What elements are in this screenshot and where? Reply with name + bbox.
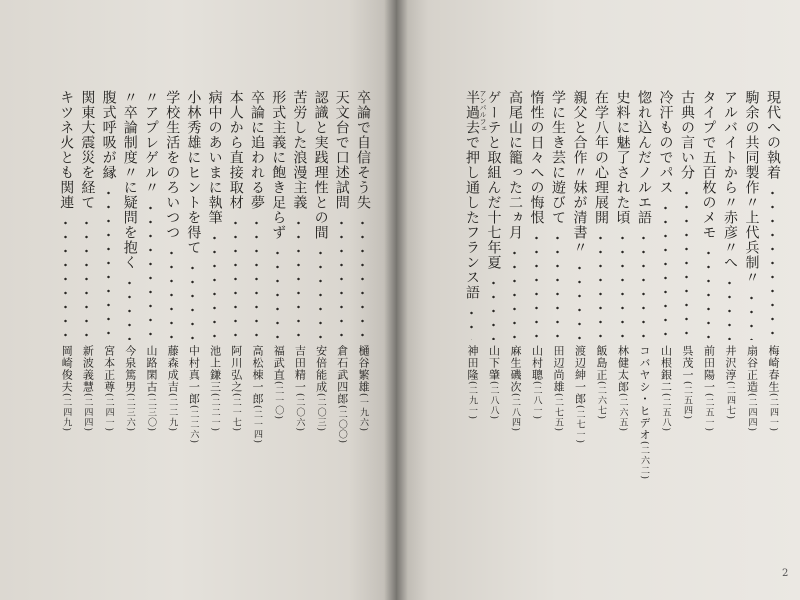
dot-leader [107,186,110,340]
toc-entry-title: 卒論で自信そう失 [355,90,371,210]
dot-leader [750,291,753,340]
toc-entry-title: 惰性の日々への悔恨 [528,90,545,225]
page-reference: (二五四) [682,381,692,421]
page-reference: (二五八) [660,393,671,433]
page-reference: (二五一) [703,393,714,433]
page-reference: (二八四) [510,393,520,433]
toc-entry-title: 学校生活をのろいつつ [164,90,181,240]
page-reference: (二九一) [467,381,477,421]
toc-entry [504,90,526,510]
toc-entry-author [288,345,310,432]
dot-leader [513,246,516,340]
toc-entry-title: 現代への執着 [765,90,781,180]
page-reference: (二二九) [167,393,178,433]
page-reference: (二四一) [103,393,114,433]
author-name: 渡辺紳一郎 [573,345,587,405]
toc-entry-title: 冷汗ものでパス [657,90,674,195]
author-name: 前田陽一 [702,345,716,393]
toc-entry-author [633,345,655,480]
dot-leader [556,231,559,340]
toc-entry [547,90,569,510]
toc-entry [633,90,655,510]
toc-entry-title: 古典の言い分 [679,90,695,180]
toc-entry [526,90,548,510]
dot-leader [685,186,688,340]
author-name: 岡崎俊夫 [60,345,74,393]
author-name: 田辺尚雄 [552,345,565,393]
dot-leader [535,231,538,340]
page-reference: (二六二) [639,441,649,481]
toc-entry-title: 形式主義に飽き足らず [270,90,287,240]
toc-entry [119,90,141,510]
toc-entry [741,90,763,510]
toc-entry-title: 認識と実践理性との間 [312,90,329,240]
toc-entry [461,90,487,510]
author-name: 呉茂一 [681,345,694,381]
page-reference: (二八八) [488,381,499,421]
page-reference: (二二六) [188,405,199,445]
toc-entry-author [655,345,677,432]
toc-entry-title: 病中のあいまに執筆 [206,90,223,225]
toc-entry-title: 卒論に追われる夢 [249,90,265,210]
toc-entry [331,90,353,510]
dot-leader [85,216,88,340]
toc-entry-title: 学に生き芸に遊びて [550,90,566,225]
toc-entry-author [182,345,204,444]
toc-entry-author [569,345,591,444]
author-name: 山根銀二 [659,345,673,393]
toc-entry [225,90,247,510]
toc-entry [182,90,204,510]
author-name: 扇谷正造 [745,345,759,393]
dot-leader [578,261,581,340]
toc-entry [55,90,77,510]
toc-entry [76,90,98,510]
toc-entry [288,90,310,510]
toc-entry [719,90,741,510]
author-name: 高松棟一郎 [251,345,264,405]
dot-leader [492,276,495,340]
dot-leader [599,231,602,340]
toc-entry [267,90,289,510]
toc-entry-author [310,345,332,432]
author-name: 樋谷繁雄 [357,345,370,393]
dot-leader [340,216,343,340]
toc-entry-title: 史料に魅了された頃 [614,90,631,225]
toc-entry-title: 本人から直接取材 [227,90,244,210]
toc-entry [483,90,505,510]
dot-leader [276,246,279,340]
page-number: 2 [782,568,789,579]
dot-leader [319,246,322,340]
toc-entry-title: 小林秀雄にヒントを得て [185,90,202,255]
page-reference: (二一〇) [273,381,284,421]
toc-entry [310,90,332,510]
dot-leader [642,231,645,340]
toc-entry-title: タイプで五百枚のメモ [700,90,717,240]
toc-entry-title: キツネ火とも関連 [58,90,75,210]
author-name: 山路閑古 [145,345,158,393]
dot-leader [707,246,710,340]
toc-entry-title: 駒余の共同製作〃上代兵制〃 [743,90,760,285]
author-name: 福武直 [272,345,286,381]
author-name: 林健太郎 [616,345,630,393]
toc-entry-author [204,345,226,432]
author-name: 倉石武四郎 [335,345,349,405]
page-reference: (二一四) [252,405,262,445]
toc-entry [98,90,120,510]
toc-entry-author [352,345,374,432]
toc-entry-author [331,345,353,444]
author-name: 阿川弘之 [229,345,243,393]
toc-entry [676,90,698,510]
page-reference: (二〇六) [294,393,305,433]
toc-entry-author [225,345,247,432]
toc-entry-author [612,345,634,432]
author-name: 神田隆 [466,345,479,381]
page-reference: (二四七) [725,381,735,421]
toc-entry [698,90,720,510]
toc-entry-title: 苦労した浪漫主義 [291,90,308,210]
page-reference: (二六七) [596,381,606,421]
toc-entry [590,90,612,510]
dot-leader [771,186,774,340]
dot-leader [255,216,258,340]
dot-leader [234,216,237,340]
author-name: コバヤシ・ヒデオ [638,345,651,441]
toc-entry [569,90,591,510]
toc-entry-title: 惚れ込んだノルエ語 [636,90,652,225]
author-name: 麻生磯次 [509,345,522,393]
toc-entry-author [719,345,741,420]
toc-entry-title: 親父と合作〃妹が清書〃 [571,90,588,255]
author-name: 飯島正 [595,345,608,381]
toc-entry-author [98,345,120,432]
page-reference: (二四一) [768,393,778,433]
page-reference: (二〇〇) [336,405,347,445]
author-name: 安倍能成 [314,345,328,393]
page-reference: (二八一) [531,381,542,421]
dot-leader [361,216,364,340]
toc-entry-author [76,345,98,432]
dot-leader [64,216,67,340]
toc-entry-author [590,345,612,420]
toc-entry-author [267,345,289,420]
page-reference: (二二一) [209,393,220,433]
toc-entry-title: 関東大震災を経て [79,90,96,210]
page-reference: (二四九) [61,393,72,433]
toc-entry-author [547,345,569,432]
page-reference: (二三〇) [146,393,156,433]
author-name: 藤森成吉 [166,345,180,393]
toc-entry-author [504,345,526,432]
toc-entry [246,90,268,510]
toc-entry-author [161,345,183,432]
author-name: 山下肇 [487,345,501,381]
page-reference: (二四四) [746,393,757,433]
author-name: 宮本正尊 [102,345,116,393]
toc-entry-title: 〃卒論制度〃に疑問を抱く [121,90,138,270]
page-reference: (二四四) [82,393,93,433]
toc-entry [612,90,634,510]
author-name: 梅崎春生 [767,345,780,393]
toc-entry [762,90,784,510]
author-name: 新波義慧 [81,345,95,393]
toc-entry-author [762,345,784,432]
toc-entry [352,90,374,510]
page-reference: (二六五) [617,393,628,433]
dot-leader [128,276,131,340]
toc-entry-title: 天文台で口述試問 [333,90,350,210]
toc-entry-author [55,345,77,432]
toc-entry-author [119,345,141,432]
dot-leader [664,201,667,340]
dot-leader [191,261,194,340]
dot-leader [470,306,473,340]
page-reference: (二〇三) [315,393,326,433]
toc-entry-author [140,345,162,432]
toc-entry-author [741,345,763,432]
dot-leader [170,246,173,340]
toc-entry-author [461,345,483,420]
author-name: 今泉篤男 [123,345,137,393]
toc-entry-title: アルバイトから〃赤彦〃へ [722,90,738,270]
toc-entry-ruby: アンパルフェ [479,90,487,132]
page-reference: (二一七) [230,393,241,433]
toc-entry-author [483,345,505,420]
page-reference: (二三六) [124,393,135,433]
author-name: 中村真一郎 [187,345,201,405]
dot-leader [149,201,152,340]
toc-entry [161,90,183,510]
page-reference: (一九六) [358,393,368,433]
toc-entry-title: 腹式呼吸が縁 [100,90,117,180]
author-name: 井沢淳 [724,345,737,381]
author-name: 池上鎌三 [208,345,222,393]
toc-entry-author [246,345,268,444]
page-reference: (二七一) [574,405,585,445]
toc-entry-title: 在学八年の心理展開 [593,90,609,225]
page-reference: (二七五) [553,393,563,433]
toc-entry [140,90,162,510]
dot-leader [728,276,731,340]
book-gutter [384,0,408,600]
toc-entry-title: 〃アプレゲル〃 [143,90,159,195]
toc-entry-author [676,345,698,420]
toc-entry [204,90,226,510]
toc-entry-title: 半過去で押し通したフランス語 [464,90,480,300]
toc-entry-title: ゲーテと取組んだ十七年夏 [485,90,502,270]
dot-leader [297,216,300,340]
dot-leader [621,231,624,340]
toc-entry-author [698,345,720,432]
toc-entry-title: 高尾山に籠った二ヵ月 [507,90,523,240]
toc-entry-author [526,345,548,420]
toc-entry [655,90,677,510]
dot-leader [213,231,216,340]
author-name: 山村聰 [530,345,544,381]
author-name: 吉田精一 [293,345,307,393]
